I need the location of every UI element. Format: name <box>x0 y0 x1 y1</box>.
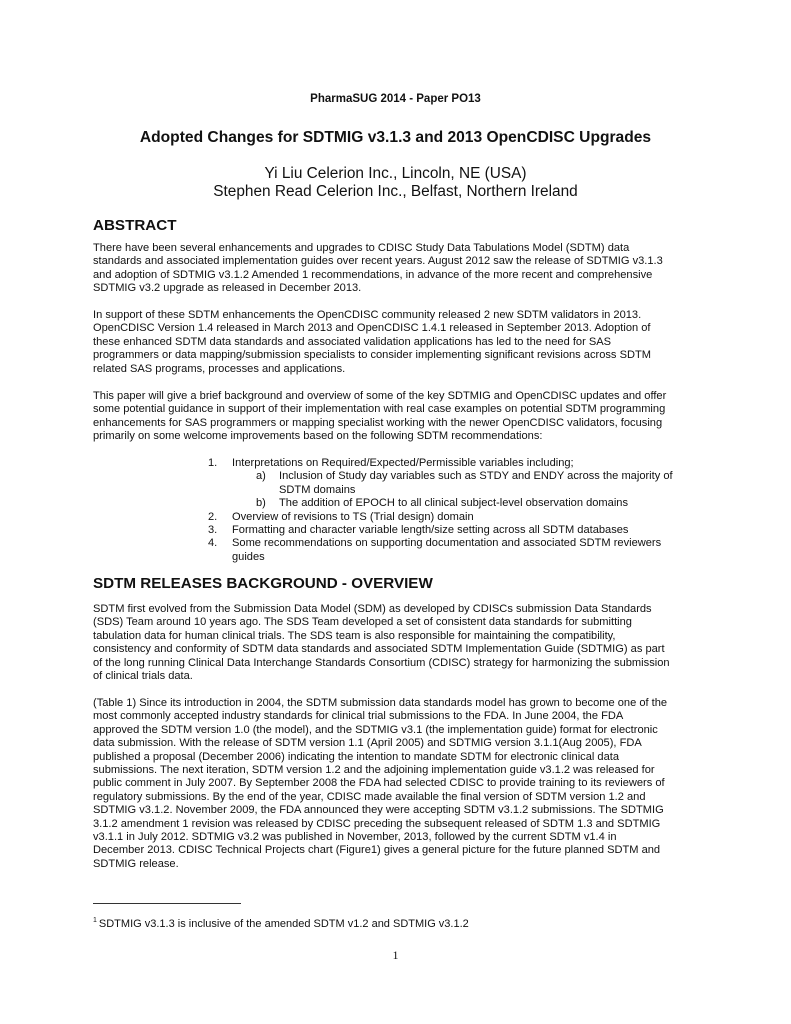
text-line: published a proposal (December 2006) indicating the intention to mandate SDTM for electronic clinical data <box>93 750 620 763</box>
text-line: SDTM first evolved from the Submission Data Model (SDM) as developed by CDISCs submission Data Standards <box>93 603 652 615</box>
text-line: programmers or data mapping/submission specialists to consider implementing significant revisions across SDTM <box>93 349 651 362</box>
text-line: SDTMIG v3.2 upgrade as released in December 2013. <box>93 282 362 295</box>
list-text: guides <box>232 550 265 563</box>
text-line: (SDS) Team around 10 years ago. The SDS Team developed a set of consistent data standards for submitting <box>93 616 632 629</box>
footnote-mark: 1 <box>93 917 97 924</box>
footnote <box>93 914 713 931</box>
text-line: SDTMIG v3.1.2. November 2009, the FDA announced they were accepting SDTM v3.1.2 submissions. The SDTMIG <box>93 804 664 817</box>
author-line-1: Yi Liu Celerion Inc., Lincoln, NE (USA) <box>264 165 527 182</box>
list-letter: a) <box>256 470 266 483</box>
text-line: enhancements for SAS programmers or mapping specialist working with the newer OpenCDISC validators, focusing <box>93 416 663 429</box>
text-line: In support of these SDTM enhancements the OpenCDISC community released 2 new SDTM validators in 2013. <box>93 309 642 321</box>
list-number: 1. <box>208 457 218 469</box>
text-line: standards and associated implementation guides over recent years. August 2012 saw the release of SDTMIG v3.1.3 <box>93 255 663 268</box>
list-text: Interpretations on Required/Expected/Permissible variables including; <box>232 457 574 469</box>
abstract-paragraph-2 <box>93 309 707 376</box>
text-line: tabulation data for human clinical trials. The SDS team is also responsible for maintaining the compatibility, <box>93 629 616 642</box>
text-line: OpenCDISC Version 1.4 released in March 2013 and OpenCDISC 1.4.1 released in September 2013. Adoption of <box>93 322 651 335</box>
background-paragraph-1 <box>93 603 707 683</box>
list-text: Overview of revisions to TS (Trial design) domain <box>232 510 474 523</box>
text-line: consistency and conformity of SDTM data standards and associated SDTM Implementation Guide (SDTMIG) as part <box>93 643 665 656</box>
text-line: most commonly accepted industry standards for clinical trial submissions to the FDA. In June 2004, the FDA <box>93 710 624 723</box>
list-number: 2. <box>208 510 218 523</box>
list-text: SDTM domains <box>279 483 356 496</box>
background-paragraph-2 <box>93 697 707 871</box>
text-line: data submission. With the release of SDTM version 1.1 (April 2005) and SDTMIG version 3.1.1(Aug 2005), FDA <box>93 737 642 750</box>
list-text: Inclusion of Study day variables such as STDY and ENDY across the majority of <box>279 470 673 483</box>
text-line: SDTMIG release. <box>93 857 179 870</box>
abstract-heading: ABSTRACT <box>93 217 177 234</box>
text-line: (Table 1) Since its introduction in 2004, the SDTM submission data standards model has grown to become one of the <box>93 697 668 709</box>
text-line: of clinical trials data. <box>93 670 193 683</box>
list-letter: b) <box>256 497 266 510</box>
list-text: The addition of EPOCH to all clinical subject-level observation domains <box>279 497 629 510</box>
paper-title: Adopted Changes for SDTMIG v3.1.3 and 2013 OpenCDISC Upgrades <box>139 129 652 146</box>
text-line: related SAS programs, processes and applications. <box>93 362 346 375</box>
list-text: Formatting and character variable length/size setting across all SDTM databases <box>232 524 629 536</box>
footnote-text: SDTMIG v3.1.3 is inclusive of the amended SDTM v1.2 and SDTMIG v3.1.2 <box>98 918 469 930</box>
text-line: public comment in July 2007. By September 2008 the FDA had selected CDISC to provide training to its reviewers of <box>93 777 665 790</box>
text-line: 3.1.2 amendment 1 revision was released by CDISC preceding the subsequent released of SDTM 1.3 and SDTMIG <box>93 817 661 830</box>
text-line: and adoption of SDTMIG v3.1.2 Amended 1 recommendations, in advance of the more recent and comprehensive <box>93 268 653 281</box>
text-line: There have been several enhancements and upgrades to CDISC Study Data Tabulations Model (SDTM) data <box>93 242 630 254</box>
text-line: approved the SDTM version 1.0 (the model), and the SDTMIG v3.1 (the implementation guide) format for electronic <box>93 723 658 736</box>
footnote-separator <box>93 903 241 904</box>
text-line: v3.1.1 in July 2012. SDTMIG v3.2 was published in November, 2013, followed by the current SDTM v1.4 in <box>93 831 617 844</box>
list-number: 3. <box>208 524 218 536</box>
author-line-2: Stephen Read Celerion Inc., Belfast, Northern Ireland <box>213 183 578 200</box>
text-line: some potential guidance in support of their implementation with real case examples on potential SDTM programming <box>93 403 666 416</box>
text-line: these enhanced SDTM data standards and associated validation applications has led to the need for SAS <box>93 335 612 348</box>
list-number: 4. <box>208 537 218 550</box>
abstract-paragraph-1 <box>93 242 707 296</box>
text-line: regulatory submissions. By the end of the year, CDISC made available the final version of SDTM version 1.2 and <box>93 790 646 803</box>
conference-header: PharmaSUG 2014 - Paper PO13 <box>310 93 481 105</box>
page-number: 1 <box>392 948 399 962</box>
background-heading: SDTM RELEASES BACKGROUND - OVERVIEW <box>93 575 433 592</box>
text-line: of the long running Clinical Data Interchange Standards Consortium (CDISC) strategy for harmonizing the submission <box>93 656 670 669</box>
text-line: primarily on some welcome improvements based on the following SDTM recommendations: <box>93 430 543 443</box>
text-line: submissions. The next iteration, SDTM version 1.2 and the adjoining implementation guide v3.1.2 was released for <box>93 764 655 777</box>
text-line: December 2013. CDISC Technical Projects chart (Figure1) gives a general picture for the future planned SDTM and <box>93 844 661 857</box>
text-line: This paper will give a brief background and overview of some of the key SDTMIG and OpenCDISC updates and offer <box>93 390 667 402</box>
abstract-paragraph-3 <box>93 390 707 444</box>
list-text: Some recommendations on supporting documentation and associated SDTM reviewers <box>232 537 662 550</box>
